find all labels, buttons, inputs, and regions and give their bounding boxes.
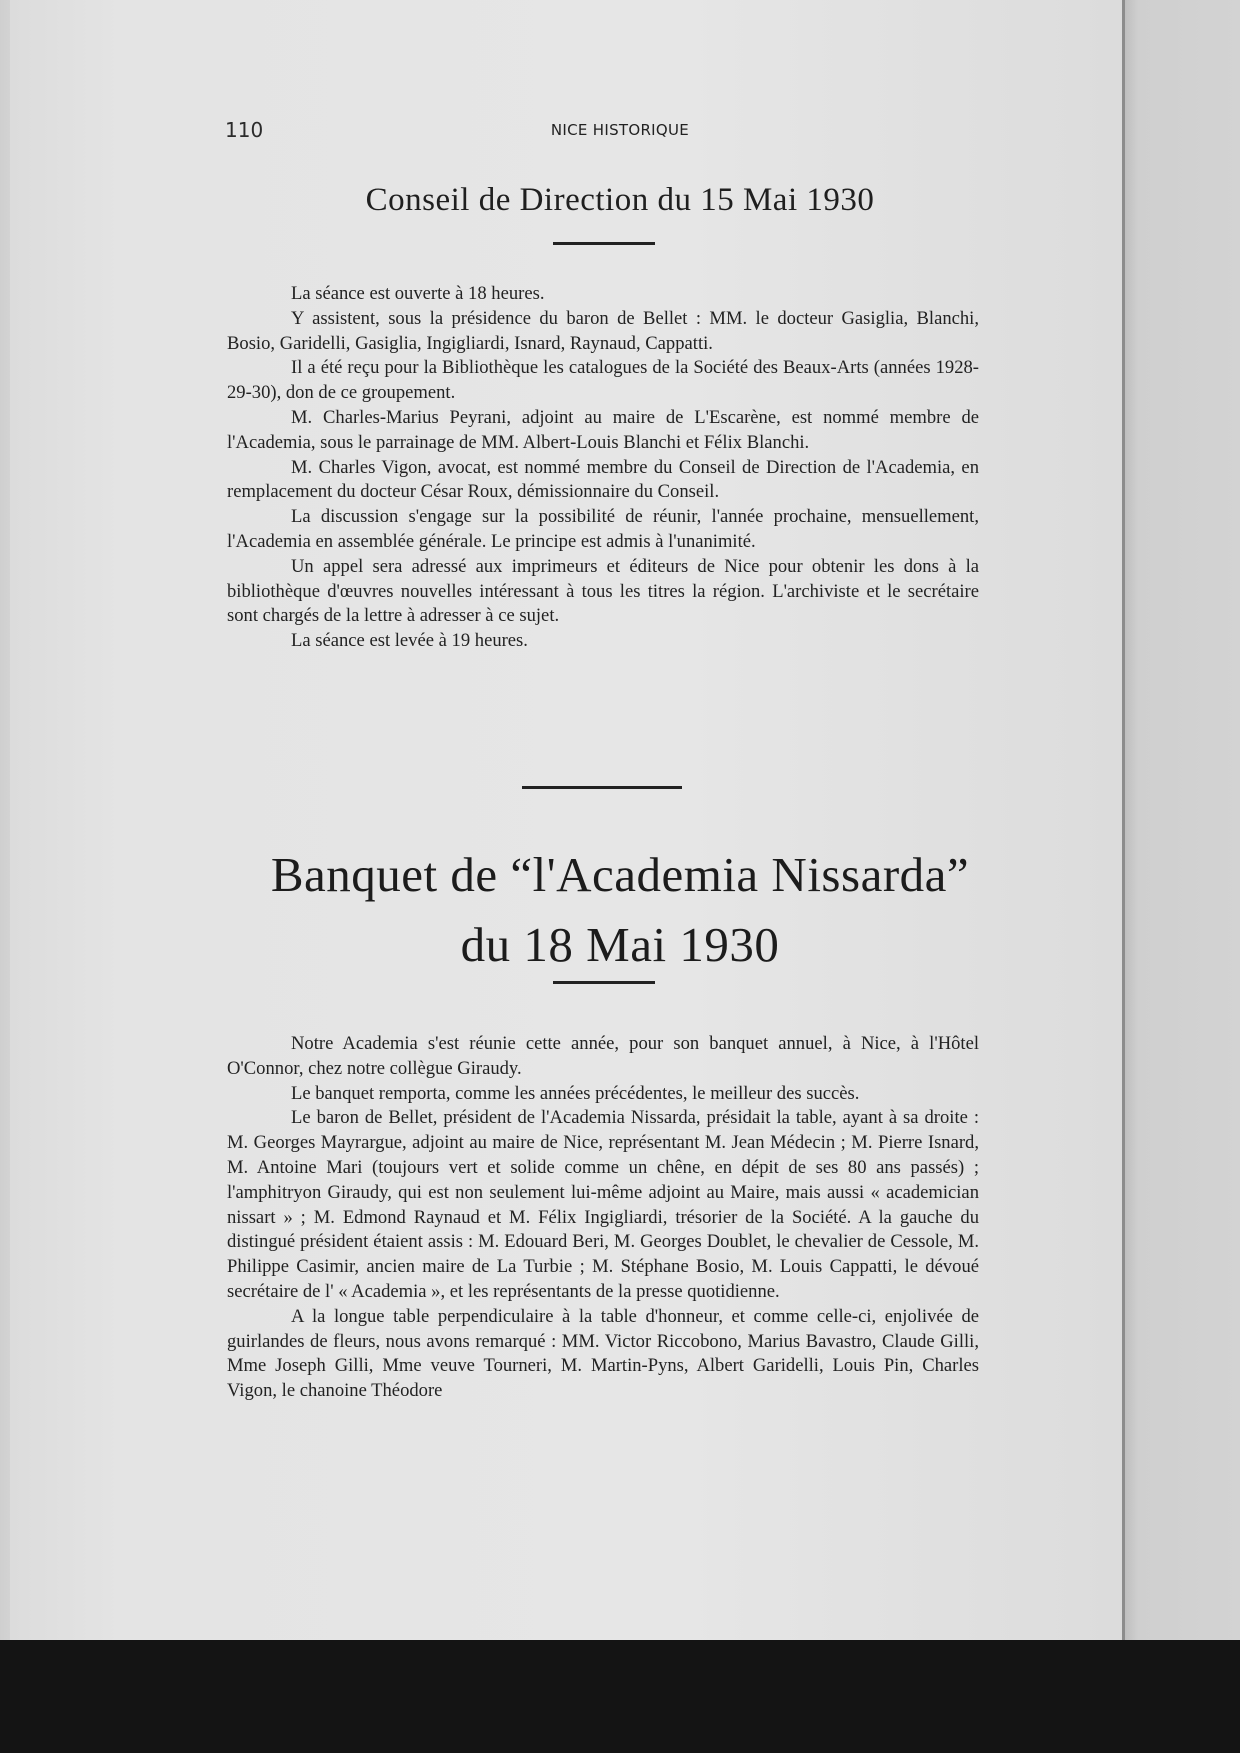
section2-title: [180, 840, 1060, 980]
paragraph: La séance est levée à 19 heures.: [291, 630, 528, 652]
paragraph: La discussion s'engage sur la possibilité de réunir, l'année prochaine, mensuellement, l'Academia en assemblée générale. Le principe est admis à l'unanimité.: [227, 506, 979, 552]
paragraph: Le baron de Bellet, président de l'Academia Nissarda, présidait la table, ayant à sa droite : M. Georges Mayrargue, adjoint au maire de Nice, représentant M. Jean Médecin ; M. Pierre Isnard, M. Antoine Mari (toujours vert et solide comme un chêne, en dépit de ses 80 ans passés) ; l'amphitryon Giraudy, qui est non seulement lui-même adjoint au Maire, mais aussi « academician nissart » ; M. Edmond Raynaud et M. Félix Ingigliardi, trésorier de la Société. A la gauche du distingué président étaient assis : M. Edouard Beri, M. Georges Doublet, le chevalier de Cessole, M. Philippe Casimir, ancien maire de La Turbie ; M. Stéphane Bosio, M. Louis Cappatti, le dévoué secrétaire de l' « Academia », et les représentants de la presse quotidienne.: [227, 1107, 979, 1302]
paragraph: Notre Academia s'est réunie cette année, pour son banquet annuel, à Nice, à l'Hôtel O'Connor, chez notre collègue Giraudy.: [227, 1033, 979, 1079]
page-fold: [1122, 0, 1125, 1640]
scanner-bottom-strip: [0, 1640, 1240, 1753]
paragraph: Le banquet remporta, comme les années précédentes, le meilleur des succès.: [291, 1082, 860, 1104]
running-title: NICE HISTORIQUE: [550, 121, 690, 139]
page-header: [0, 118, 1240, 144]
section-divider: [522, 786, 682, 789]
paragraph: M. Charles Vigon, avocat, est nommé membre du Conseil de Direction de l'Academia, en remplacement du docteur César Roux, démissionnaire du Conseil.: [227, 456, 979, 503]
paragraph: M. Charles-Marius Peyrani, adjoint au maire de L'Escarène, est nommé membre de l'Academia, sous le parrainage de MM. Albert-Louis Blanchi et Félix Blanchi.: [227, 406, 979, 453]
paragraph: La séance est ouverte à 18 heures.: [291, 283, 545, 304]
adjacent-page-edge: [1124, 0, 1240, 1640]
section2-body: [227, 1032, 979, 1404]
paragraph: Un appel sera adressé aux imprimeurs et éditeurs de Nice pour obtenir les dons à la bibliothèque d'œuvres nouvelles intéressant à tous les titres la région. L'archiviste et le secrétaire sont chargés de la lettre à adresser à ce sujet.: [227, 555, 979, 627]
section2-rule: [553, 981, 655, 984]
section2-title-line2: du 18 Mai 1930: [460, 917, 780, 972]
section1-rule: [553, 242, 655, 245]
page-number: 110: [225, 118, 264, 142]
section1-body: [227, 282, 979, 654]
paragraph: Il a été reçu pour la Bibliothèque les catalogues de la Société des Beaux-Arts (années 1928-29-30), don de ce groupement.: [227, 357, 979, 404]
section2-title-line1: Banquet de “l'Academia Nissarda”: [270, 847, 970, 902]
section1-title: Conseil de Direction du 15 Mai 1930: [365, 182, 875, 218]
paragraph: Y assistent, sous la présidence du baron de Bellet : MM. le docteur Gasiglia, Blanchi, Bosio, Garidelli, Gasiglia, Ingigliardi, Isnard, Raynaud, Cappatti.: [227, 307, 979, 354]
paragraph: A la longue table perpendiculaire à la table d'honneur, et comme celle-ci, enjolivée de guirlandes de fleurs, nous avons remarqué : MM. Victor Riccobono, Marius Bavastro, Claude Gilli, Mme Joseph Gilli, Mme veuve Tourneri, M. Martin-Pyns, Albert Garidelli, Louis Pin, Charles Vigon, le chanoine Théodore: [227, 1305, 979, 1402]
